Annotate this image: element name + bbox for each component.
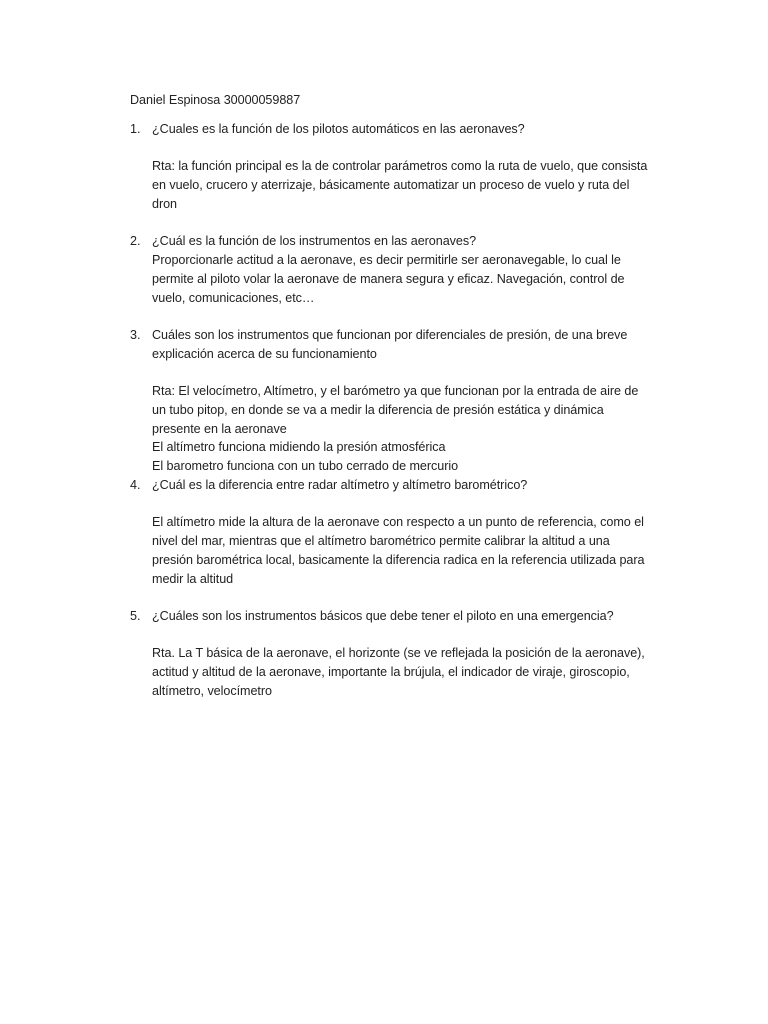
answer-5-line-2: actitud y altitud de la aeronave, importante la brújula, el indicador de viraje, giroscopio, — [152, 665, 630, 679]
question-2: ¿Cuál es la función de los instrumentos en las aeronaves? — [152, 234, 477, 248]
item-number-1: 1. — [130, 122, 141, 136]
answer-4-line-3: presión barométrica local, basicamente la diferencia radica en la referencia utilizada para — [152, 553, 645, 567]
question-5: ¿Cuáles son los instrumentos básicos que debe tener el piloto en una emergencia? — [152, 609, 614, 623]
answer-5-line-3: altímetro, velocímetro — [152, 684, 272, 698]
item-number-3: 3. — [130, 328, 141, 342]
question-3-line-1: Cuáles son los instrumentos que funcionan por diferenciales de presión, de una breve — [152, 328, 628, 342]
answer-2-line-2: permite al piloto volar la aeronave de manera segura y eficaz. Navegación, control de — [152, 272, 625, 286]
answer-2-line-3: vuelo, comunicaciones, etc… — [152, 291, 315, 305]
question-3-line-2: explicación acerca de su funcionamiento — [152, 347, 377, 361]
item-number-2: 2. — [130, 234, 141, 248]
answer-1-line-2: en vuelo, crucero y aterrizaje, básicamente automatizar un proceso de vuelo y ruta del — [152, 178, 630, 192]
answer-3-line-1: Rta: El velocímetro, Altímetro, y el barómetro ya que funcionan por la entrada de aire de — [152, 384, 639, 398]
answer-3-line-3: presente en la aeronave — [152, 422, 287, 436]
item-number-4: 4. — [130, 478, 141, 492]
answer-2-line-1: Proporcionarle actitud a la aeronave, es decir permitirle ser aeronavegable, lo cual le — [152, 253, 621, 267]
answer-3-line-2: un tubo pitop, en donde se va a medir la diferencia de presión estática y dinámica — [152, 403, 604, 417]
answer-1-line-1: Rta: la función principal es la de controlar parámetros como la ruta de vuelo, que consista — [152, 159, 648, 173]
answer-4-line-4: medir la altitud — [152, 572, 234, 586]
answer-3-line-5: El barometro funciona con un tubo cerrado de mercurio — [152, 459, 459, 473]
item-number-5: 5. — [130, 609, 141, 623]
question-4: ¿Cuál es la diferencia entre radar altímetro y altímetro barométrico? — [152, 478, 528, 492]
answer-4-line-1: El altímetro mide la altura de la aeronave con respecto a un punto de referencia, como el — [152, 515, 644, 529]
answer-3-line-4: El altímetro funciona midiendo la presión atmosférica — [152, 440, 446, 454]
answer-1-line-3: dron — [152, 197, 178, 211]
answer-4-line-2: nivel del mar, mientras que el altímetro barométrico permite calibrar la altitud a una — [152, 534, 610, 548]
question-1: ¿Cuales es la función de los pilotos automáticos en las aeronaves? — [152, 122, 525, 136]
answer-5-line-1: Rta. La T básica de la aeronave, el horizonte (se ve reflejada la posición de la aeronave), — [152, 646, 645, 660]
author-line: Daniel Espinosa 30000059887 — [130, 93, 301, 107]
